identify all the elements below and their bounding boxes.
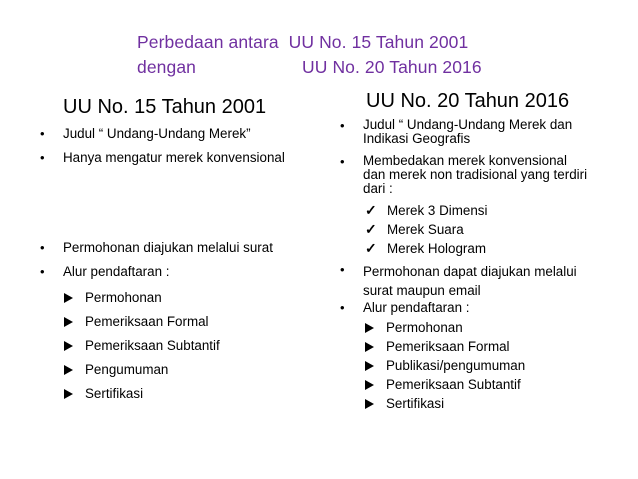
arrow-bullet-icon <box>64 365 73 375</box>
right-check-2: ✓ Merek Suara <box>365 221 464 237</box>
arrow-bullet-icon <box>64 293 73 303</box>
arrow-bullet-icon <box>64 341 73 351</box>
left-bullet-submission: Permohonan diajukan melalui surat <box>63 240 273 255</box>
arrow-bullet-icon <box>365 323 374 333</box>
arrow-bullet-icon <box>64 389 73 399</box>
left-step-1: Permohonan <box>64 290 162 306</box>
left-step-4: Pengumuman <box>64 362 168 378</box>
left-step-2: Pemeriksaan Formal <box>64 314 209 330</box>
right-column-heading: UU No. 20 Tahun 2016 <box>366 90 570 112</box>
bullet-dot: • <box>340 262 345 277</box>
left-column-heading: UU No. 15 Tahun 2001 <box>63 96 267 118</box>
right-step-4: Pemeriksaan Subtantif <box>365 377 521 393</box>
left-bullet-scope: Hanya mengatur merek konvensional <box>63 150 285 165</box>
left-step-3: Pemeriksaan Subtantif <box>64 338 220 354</box>
right-bullet-flow: Alur pendaftaran : <box>363 300 470 315</box>
arrow-bullet-icon <box>365 380 374 390</box>
check-icon: ✓ <box>365 202 377 218</box>
arrow-bullet-icon <box>365 342 374 352</box>
left-bullet-flow: Alur pendaftaran : <box>63 264 170 279</box>
right-step-2: Pemeriksaan Formal <box>365 339 510 355</box>
arrow-bullet-icon <box>365 361 374 371</box>
right-bullet-scope: Membedakan merek konvensional dan merek non tradisional yang terdiri dari : <box>363 153 588 196</box>
bullet-dot: • <box>40 150 45 165</box>
slide-title-line-2-right: UU No. 20 Tahun 2016 <box>302 57 482 77</box>
right-step-5: Sertifikasi <box>365 396 444 412</box>
right-step-1: Permohonan <box>365 320 463 336</box>
slide-title-line-1: Perbedaan antara UU No. 15 Tahun 2001 <box>137 32 469 52</box>
slide-title-line-2-left: dengan <box>137 57 196 77</box>
left-bullet-title: Judul “ Undang-Undang Merek” <box>63 126 251 141</box>
bullet-dot: • <box>40 126 45 141</box>
right-step-3: Publikasi/pengumuman <box>365 358 525 374</box>
arrow-bullet-icon <box>365 399 374 409</box>
check-icon: ✓ <box>365 221 377 237</box>
right-bullet-title: Judul “ Undang-Undang Merek dan Indikasi Geografis <box>363 117 573 146</box>
bullet-dot: • <box>340 118 345 133</box>
right-bullet-submission: Permohonan dapat diajukan melalui surat maupun email <box>363 264 577 298</box>
check-icon: ✓ <box>365 240 377 256</box>
bullet-dot: • <box>40 240 45 255</box>
bullet-dot: • <box>40 264 45 279</box>
left-step-5: Sertifikasi <box>64 386 143 402</box>
right-check-3: ✓ Merek Hologram <box>365 240 486 256</box>
right-check-1: ✓ Merek 3 Dimensi <box>365 202 488 218</box>
arrow-bullet-icon <box>64 317 73 327</box>
bullet-dot: • <box>340 154 345 169</box>
bullet-dot: • <box>340 300 345 315</box>
